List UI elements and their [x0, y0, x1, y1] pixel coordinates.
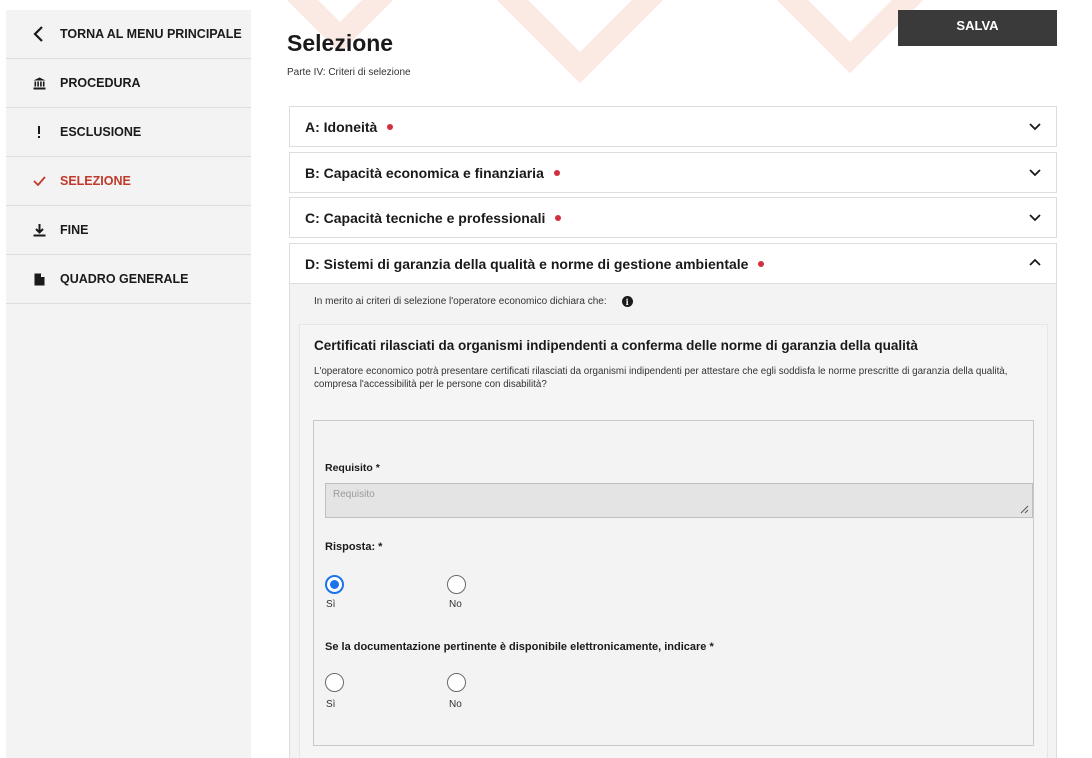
radio-label-no: No — [449, 699, 462, 710]
resize-handle-icon[interactable] — [1020, 505, 1029, 514]
sidebar-item-label: SELEZIONE — [60, 174, 131, 188]
chevron-down-icon — [1028, 119, 1042, 133]
exclamation-icon — [30, 126, 48, 139]
sidebar-item-procedura[interactable] — [6, 59, 251, 108]
page-title: Selezione — [287, 30, 394, 56]
accordion-section-a[interactable] — [289, 106, 1057, 147]
download-icon — [30, 224, 48, 237]
radio-label-no: No — [449, 599, 462, 610]
required-dot — [554, 170, 560, 176]
sidebar-item-label: PROCEDURA — [60, 76, 141, 90]
intro-text: In merito ai criteri di selezione l'operatore economico dichiara che: — [314, 296, 607, 307]
required-dot — [758, 261, 764, 267]
doc-radio-si[interactable] — [325, 673, 344, 692]
check-icon — [30, 176, 48, 186]
section-title: C: Capacità tecniche e professionali — [305, 209, 546, 226]
section-title: D: Sistemi di garanzia della qualità e norme di gestione ambientale — [305, 255, 749, 272]
panel-intro — [314, 296, 633, 307]
bank-icon — [30, 77, 48, 90]
sidebar-item-quadro-generale[interactable] — [6, 255, 251, 304]
section-title: A: Idoneità — [305, 118, 378, 135]
info-icon[interactable]: i — [622, 296, 633, 307]
sidebar-item-fine[interactable] — [6, 206, 251, 255]
background-decoration — [467, 0, 693, 83]
doc-label: Se la documentazione pertinente è disponibile elettronicamente, indicare * — [325, 641, 714, 653]
doc-radio-no[interactable] — [447, 673, 466, 692]
requisito-textarea[interactable] — [325, 483, 1033, 518]
section-title: B: Capacità economica e finanziaria — [305, 164, 544, 181]
file-icon — [30, 273, 48, 286]
sidebar-item-back-to-main-menu[interactable] — [6, 10, 251, 59]
accordion-section-d[interactable] — [289, 243, 1057, 284]
sidebar-item-label: TORNA AL MENU PRINCIPALE — [60, 27, 242, 41]
sidebar-item-selezione[interactable] — [6, 157, 251, 206]
chevron-up-icon — [1028, 256, 1042, 270]
accordion-section-c[interactable] — [289, 197, 1057, 238]
requisito-label: Requisito * — [325, 462, 380, 474]
requisito-placeholder: Requisito — [333, 489, 375, 500]
required-dot — [555, 215, 561, 221]
required-dot — [387, 124, 393, 130]
criterion-form — [313, 420, 1034, 746]
radio-label-si: Sì — [326, 599, 336, 610]
accordion-section-b[interactable] — [289, 152, 1057, 193]
page-subtitle: Parte IV: Criteri di selezione — [287, 67, 411, 78]
chevron-down-icon — [1028, 210, 1042, 224]
criterion-description: L'operatore economico potrà presentare certificati rilasciati da organismi indipendenti per attestare che egli soddisfa le norme prescritte di garanzia della qualità, compresa l'accessibilità per le persone con disabilità? — [314, 366, 1008, 390]
sidebar-item-label: FINE — [60, 223, 89, 237]
sidebar — [6, 10, 251, 758]
criterion-card — [299, 324, 1048, 758]
save-button[interactable]: SALVA — [898, 10, 1057, 46]
risposta-label: Risposta: * — [325, 541, 383, 553]
chevron-down-icon — [1028, 165, 1042, 179]
risposta-radio-no[interactable] — [447, 575, 466, 594]
sidebar-item-esclusione[interactable] — [6, 108, 251, 157]
sidebar-item-label: QUADRO GENERALE — [60, 272, 189, 286]
radio-label-si: Sì — [326, 699, 336, 710]
chevron-left-icon — [30, 26, 48, 42]
section-d-panel — [289, 284, 1057, 758]
criterion-title: Certificati rilasciati da organismi indipendenti a conferma delle norme di garanzia della qualità — [314, 338, 918, 353]
sidebar-item-label: ESCLUSIONE — [60, 125, 142, 139]
risposta-radio-si[interactable] — [325, 575, 344, 594]
